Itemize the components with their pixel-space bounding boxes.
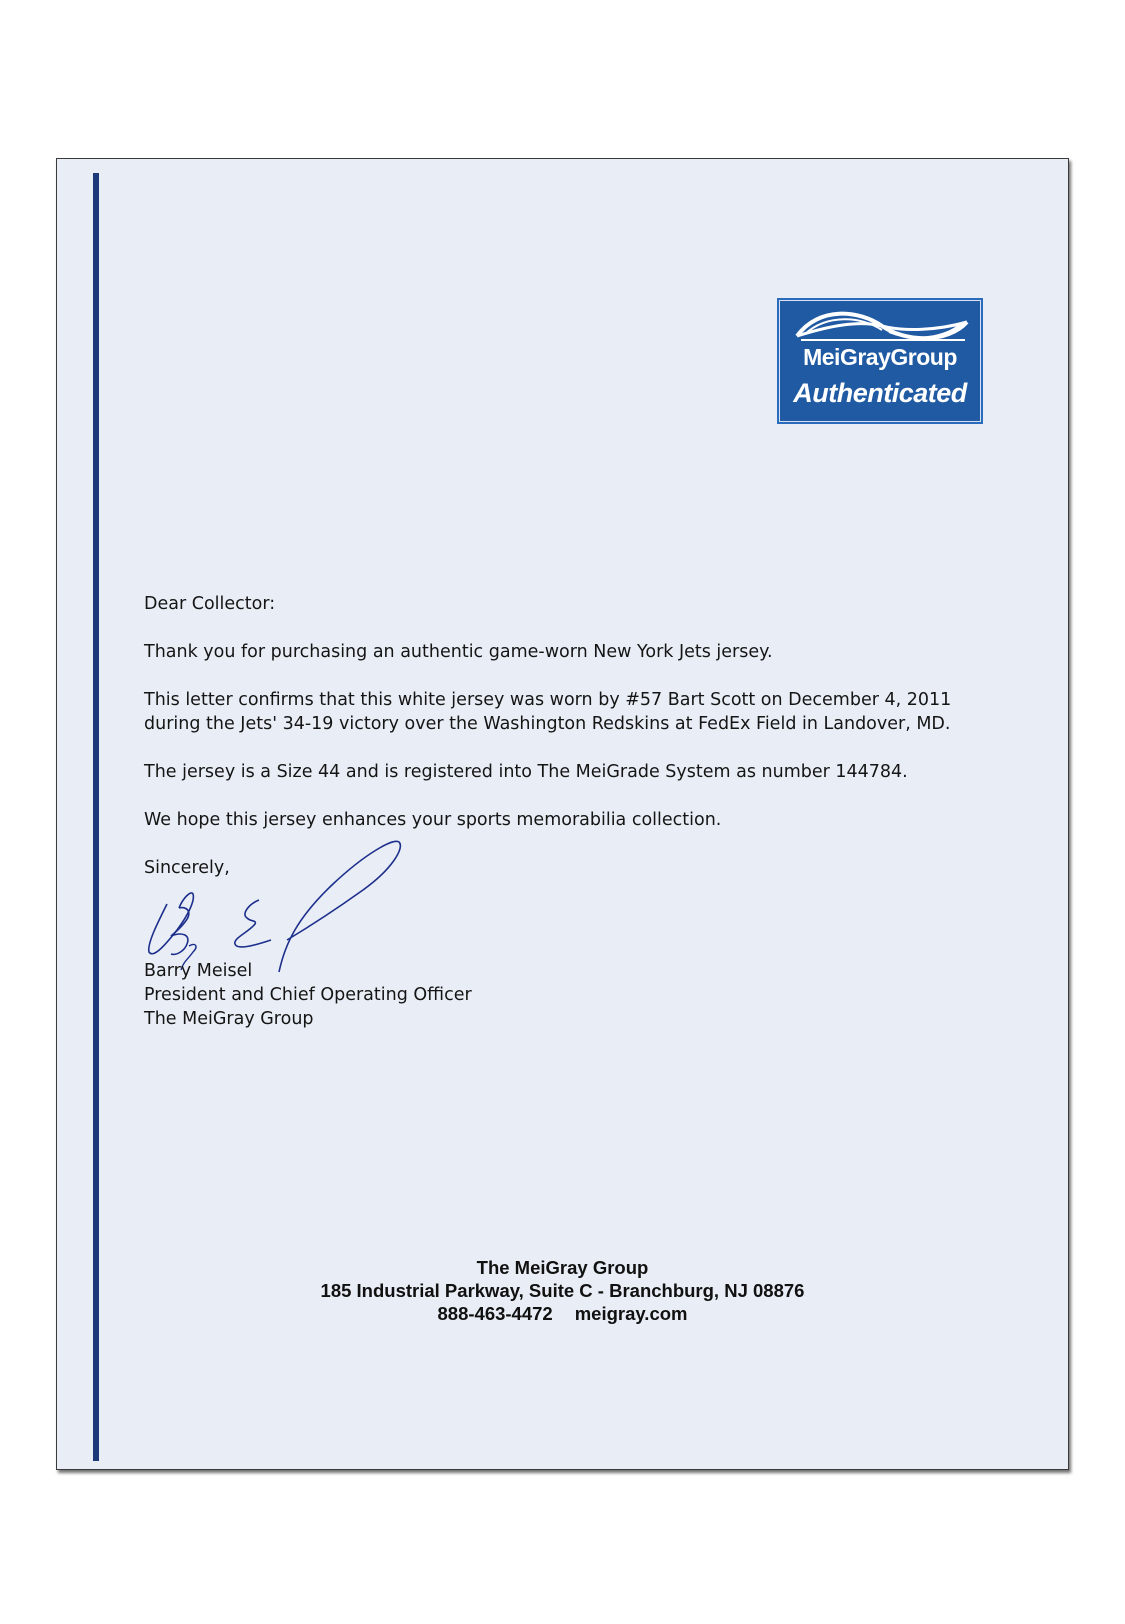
signer-title: President and Chief Operating Officer	[144, 985, 472, 1005]
letterhead-footer	[57, 1256, 1068, 1325]
signature-block	[144, 959, 472, 1031]
footer-phone: 888-463-4472	[437, 1303, 553, 1324]
signer-name: Barry Meisel	[144, 961, 253, 981]
logo-wordmark: MeiGrayGroup	[803, 344, 957, 370]
handwritten-signature	[137, 834, 427, 974]
footer-contact	[57, 1302, 1068, 1325]
paragraph-confirmation: This letter confirms that this white jersey was worn by #57 Bart Scott on December 4, 2011 during the Jets' 34-19 victory over the Washington Redskins at FedEx Field in Landover, MD.	[144, 690, 952, 734]
meigray-authenticated-logo	[777, 298, 983, 424]
paragraph-thanks: Thank you for purchasing an authentic game-worn New York Jets jersey.	[144, 642, 773, 662]
logo-tagline: Authenticated	[793, 378, 967, 408]
footer-company: The MeiGray Group	[476, 1257, 649, 1278]
footer-address: 185 Industrial Parkway, Suite C - Branchburg, NJ 08876	[320, 1280, 805, 1301]
closing: Sincerely,	[144, 858, 230, 878]
salutation: Dear Collector:	[144, 594, 276, 614]
footer-website: meigray.com	[574, 1303, 688, 1324]
paragraph-closing-wish: We hope this jersey enhances your sports memorabilia collection.	[144, 810, 722, 830]
stadium-icon	[779, 300, 985, 348]
paragraph-registration: The jersey is a Size 44 and is registered into The MeiGrade System as number 144784.	[144, 762, 908, 782]
letter-sheet	[56, 158, 1069, 1470]
signer-company: The MeiGray Group	[144, 1009, 314, 1029]
